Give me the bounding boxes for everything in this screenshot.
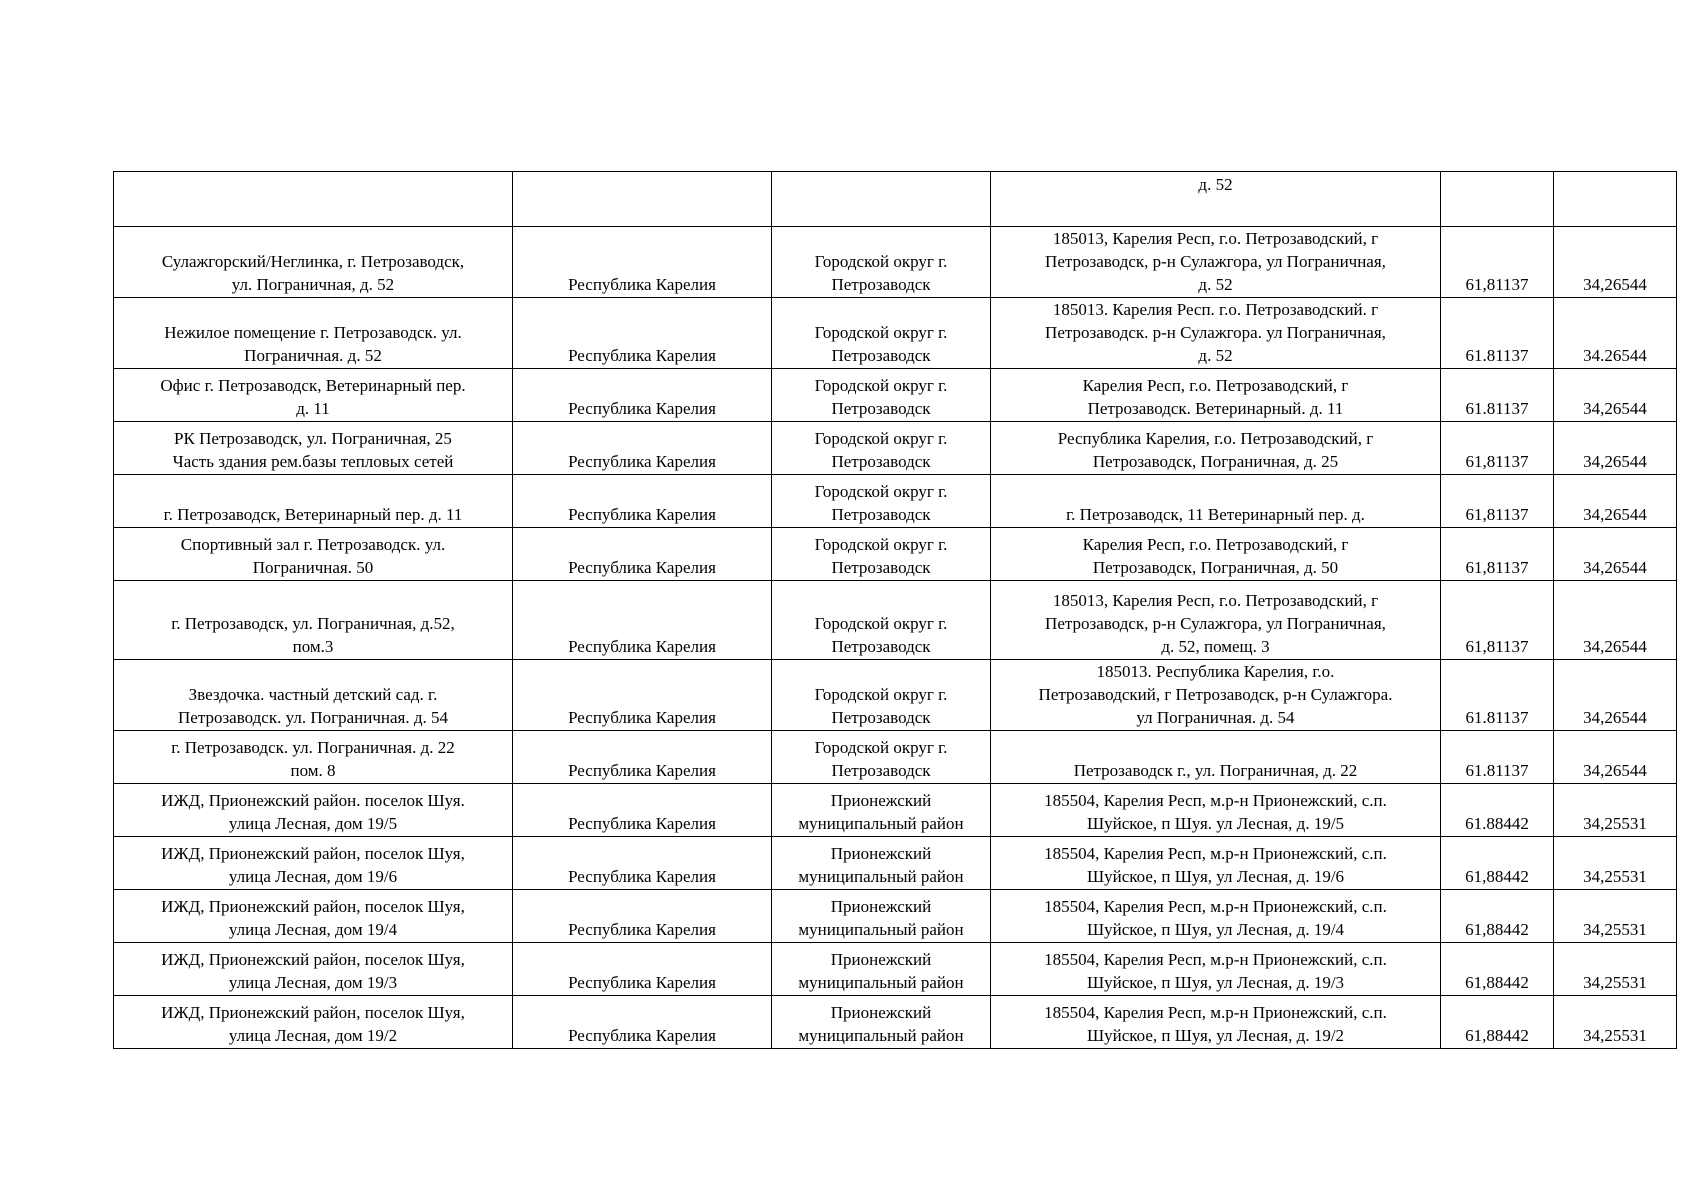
name-line: ИЖД, Прионежский район, поселок Шуя, xyxy=(161,1003,465,1022)
table-row xyxy=(114,298,1677,369)
municipality-line: муниципальный район xyxy=(798,1026,964,1045)
latitude-cell: 61,81137 xyxy=(1441,528,1554,581)
name-cell xyxy=(114,422,513,475)
municipality-cell xyxy=(772,172,991,227)
table-row xyxy=(114,660,1677,731)
name-cell xyxy=(114,475,513,528)
municipality-cell xyxy=(772,298,991,369)
address-cell xyxy=(991,660,1441,731)
municipality-line: Петрозаводск xyxy=(831,708,931,727)
name-cell xyxy=(114,890,513,943)
name-line: Сулажгорский/Неглинка, г. Петрозаводск, xyxy=(161,252,465,271)
name-line: Спортивный зал г. Петрозаводск. ул. xyxy=(180,535,446,554)
address-cell xyxy=(991,172,1441,227)
table-row xyxy=(114,581,1677,660)
table-row xyxy=(114,475,1677,528)
municipality-cell xyxy=(772,227,991,298)
municipality-cell xyxy=(772,528,991,581)
table-row xyxy=(114,528,1677,581)
address-line: Петрозаводск, Пограничная, д. 25 xyxy=(1092,452,1339,471)
region-cell: Республика Карелия xyxy=(513,784,772,837)
name-line: г. Петрозаводск, ул. Пограничная, д.52, xyxy=(171,614,455,633)
name-line: улица Лесная, дом 19/2 xyxy=(228,1026,398,1045)
region-cell: Республика Карелия xyxy=(513,731,772,784)
address-line: Шуйское, п Шуя, ул Лесная, д. 19/6 xyxy=(1086,867,1345,886)
name-cell xyxy=(114,943,513,996)
name-cell xyxy=(114,731,513,784)
municipality-line: муниципальный район xyxy=(798,814,964,833)
continuation-row xyxy=(114,172,1677,227)
longitude-cell: 34.26544 xyxy=(1554,298,1677,369)
table-row xyxy=(114,369,1677,422)
name-line: пом. 8 xyxy=(290,761,336,780)
name-line: Офис г. Петрозаводск, Ветеринарный пер. xyxy=(160,376,466,395)
address-line: 185504, Карелия Респ, м.р-н Прионежский, с.п. xyxy=(1044,950,1387,969)
municipality-line: Прионежский xyxy=(830,844,932,863)
municipality-line: Городской округ г. xyxy=(814,429,948,448)
address-cell xyxy=(991,890,1441,943)
address-line: Петрозаводск, Пограничная, д. 50 xyxy=(1092,558,1339,577)
longitude-cell: 34,25531 xyxy=(1554,784,1677,837)
longitude-cell xyxy=(1554,172,1677,227)
address-line: Шуйское, п Шуя, ул Лесная, д. 19/4 xyxy=(1086,920,1345,939)
address-line: г. Петрозаводск, 11 Ветеринарный пер. д. xyxy=(1066,505,1365,524)
municipality-line: Городской округ г. xyxy=(814,685,948,704)
name-cell xyxy=(114,369,513,422)
address-cell xyxy=(991,581,1441,660)
address-cell xyxy=(991,837,1441,890)
name-cell xyxy=(114,227,513,298)
name-cell xyxy=(114,837,513,890)
latitude-cell: 61,81137 xyxy=(1441,227,1554,298)
address-line: д. 52 xyxy=(1198,175,1233,194)
latitude-cell: 61,88442 xyxy=(1441,837,1554,890)
municipality-line: Прионежский xyxy=(830,1003,932,1022)
name-line: улица Лесная, дом 19/6 xyxy=(228,867,398,886)
address-line: ул Пограничная. д. 54 xyxy=(1136,708,1295,727)
longitude-cell: 34,26544 xyxy=(1554,475,1677,528)
table-row xyxy=(114,996,1677,1049)
address-line: 185013, Карелия Респ, г.о. Петрозаводский, г xyxy=(1052,229,1379,248)
municipality-cell xyxy=(772,475,991,528)
municipality-line: Городской округ г. xyxy=(814,323,948,342)
name-line: ИЖД, Прионежский район. поселок Шуя. xyxy=(161,791,465,810)
address-line: 185504, Карелия Респ, м.р-н Прионежский, с.п. xyxy=(1044,1003,1387,1022)
address-line: Шуйское, п Шуя. ул Лесная, д. 19/5 xyxy=(1086,814,1345,833)
latitude-cell: 61,81137 xyxy=(1441,581,1554,660)
address-cell xyxy=(991,996,1441,1049)
municipality-line: Петрозаводск xyxy=(831,275,931,294)
address-line: Карелия Респ, г.о. Петрозаводский, г xyxy=(1082,376,1349,395)
latitude-cell: 61,81137 xyxy=(1441,422,1554,475)
address-cell xyxy=(991,475,1441,528)
latitude-cell: 61,88442 xyxy=(1441,943,1554,996)
address-line: 185013. Карелия Респ. г.о. Петрозаводский. г xyxy=(1052,300,1379,319)
longitude-cell: 34,26544 xyxy=(1554,528,1677,581)
table-row xyxy=(114,227,1677,298)
region-cell: Республика Карелия xyxy=(513,422,772,475)
municipality-line: Прионежский xyxy=(830,950,932,969)
region-cell xyxy=(513,172,772,227)
address-cell xyxy=(991,227,1441,298)
municipality-cell xyxy=(772,943,991,996)
region-cell: Республика Карелия xyxy=(513,837,772,890)
address-line: 185504, Карелия Респ, м.р-н Прионежский, с.п. xyxy=(1044,897,1387,916)
name-cell xyxy=(114,660,513,731)
longitude-cell: 34,26544 xyxy=(1554,369,1677,422)
longitude-cell: 34,25531 xyxy=(1554,996,1677,1049)
region-cell: Республика Карелия xyxy=(513,369,772,422)
municipality-line: Прионежский xyxy=(830,897,932,916)
address-cell xyxy=(991,784,1441,837)
table-row xyxy=(114,731,1677,784)
address-line: д. 52 xyxy=(1198,275,1233,294)
name-line: пом.3 xyxy=(292,637,334,656)
name-line: д. 11 xyxy=(296,399,330,418)
region-cell: Республика Карелия xyxy=(513,943,772,996)
table-row xyxy=(114,943,1677,996)
address-cell xyxy=(991,528,1441,581)
name-line: Нежилое помещение г. Петрозаводск. ул. xyxy=(164,323,462,342)
municipality-line: Городской округ г. xyxy=(814,482,948,501)
longitude-cell: 34,26544 xyxy=(1554,660,1677,731)
address-line: Петрозаводск. Ветеринарный. д. 11 xyxy=(1087,399,1344,418)
municipality-cell xyxy=(772,996,991,1049)
municipality-line: муниципальный район xyxy=(798,867,964,886)
table-body xyxy=(114,172,1677,1049)
name-line: ИЖД, Прионежский район, поселок Шуя, xyxy=(161,897,465,916)
table-row xyxy=(114,422,1677,475)
municipality-line: Городской округ г. xyxy=(814,738,948,757)
municipality-line: Петрозаводск xyxy=(831,637,931,656)
address-line: д. 52 xyxy=(1198,346,1233,365)
address-line: Шуйское, п Шуя, ул Лесная, д. 19/2 xyxy=(1086,1026,1345,1045)
region-cell: Республика Карелия xyxy=(513,890,772,943)
address-line: Шуйское, п Шуя, ул Лесная, д. 19/3 xyxy=(1086,973,1345,992)
municipality-cell xyxy=(772,731,991,784)
name-line: Часть здания рем.базы тепловых сетей xyxy=(172,452,454,471)
municipality-cell xyxy=(772,890,991,943)
address-cell xyxy=(991,298,1441,369)
longitude-cell: 34,26544 xyxy=(1554,227,1677,298)
name-cell xyxy=(114,996,513,1049)
municipality-line: Петрозаводск xyxy=(831,558,931,577)
municipality-line: Городской округ г. xyxy=(814,535,948,554)
municipality-line: Прионежский xyxy=(830,791,932,810)
municipality-line: муниципальный район xyxy=(798,920,964,939)
name-line: РК Петрозаводск, ул. Пограничная, 25 xyxy=(174,429,452,448)
objects-table xyxy=(113,171,1677,1049)
region-cell: Республика Карелия xyxy=(513,660,772,731)
municipality-cell xyxy=(772,837,991,890)
address-line: Республика Карелия, г.о. Петрозаводский, г xyxy=(1057,429,1374,448)
name-line: ул. Пограничная, д. 52 xyxy=(231,275,395,294)
longitude-cell: 34,25531 xyxy=(1554,890,1677,943)
address-cell xyxy=(991,422,1441,475)
region-cell: Республика Карелия xyxy=(513,528,772,581)
name-cell xyxy=(114,581,513,660)
name-cell xyxy=(114,298,513,369)
longitude-cell: 34,26544 xyxy=(1554,731,1677,784)
address-line: д. 52, помещ. 3 xyxy=(1161,637,1270,656)
municipality-cell xyxy=(772,422,991,475)
name-cell xyxy=(114,528,513,581)
address-line: Петрозаводск г., ул. Пограничная, д. 22 xyxy=(1073,761,1358,780)
address-line: 185013, Карелия Респ, г.о. Петрозаводский, г xyxy=(1052,591,1379,610)
address-line: Петрозаводск, р-н Сулажгора, ул Пограничная, xyxy=(1045,252,1386,271)
municipality-line: Петрозаводск xyxy=(831,505,931,524)
address-cell xyxy=(991,943,1441,996)
municipality-cell xyxy=(772,581,991,660)
latitude-cell xyxy=(1441,172,1554,227)
address-cell xyxy=(991,369,1441,422)
name-line: Петрозаводск. ул. Пограничная. д. 54 xyxy=(178,708,448,727)
region-cell: Республика Карелия xyxy=(513,581,772,660)
name-line: ИЖД, Прионежский район, поселок Шуя, xyxy=(161,844,465,863)
name-line: Пограничная. 50 xyxy=(252,558,374,577)
municipality-line: Городской округ г. xyxy=(814,376,948,395)
name-cell xyxy=(114,784,513,837)
name-line: г. Петрозаводск. ул. Пограничная. д. 22 xyxy=(171,738,455,757)
address-line: 185013. Республика Карелия, г.о. xyxy=(1096,662,1335,681)
municipality-line: Петрозаводск xyxy=(831,452,931,471)
region-cell: Республика Карелия xyxy=(513,298,772,369)
municipality-cell xyxy=(772,784,991,837)
name-line: улица Лесная, дом 19/3 xyxy=(228,973,398,992)
name-cell xyxy=(114,172,513,227)
municipality-cell xyxy=(772,660,991,731)
name-line: Звездочка. частный детский сад. г. xyxy=(188,685,438,704)
municipality-line: Петрозаводск xyxy=(831,346,931,365)
name-line: улица Лесная, дом 19/4 xyxy=(228,920,398,939)
region-cell: Республика Карелия xyxy=(513,996,772,1049)
region-cell: Республика Карелия xyxy=(513,475,772,528)
municipality-cell xyxy=(772,369,991,422)
address-line: Петрозаводск. р-н Сулажгора. ул Пограничная, xyxy=(1045,323,1386,342)
longitude-cell: 34,25531 xyxy=(1554,837,1677,890)
name-line: ИЖД, Прионежский район, поселок Шуя, xyxy=(161,950,465,969)
municipality-line: Городской округ г. xyxy=(814,252,948,271)
region-cell: Республика Карелия xyxy=(513,227,772,298)
address-line: Карелия Респ, г.о. Петрозаводский, г xyxy=(1082,535,1349,554)
name-line: улица Лесная, дом 19/5 xyxy=(228,814,398,833)
latitude-cell: 61,81137 xyxy=(1441,475,1554,528)
latitude-cell: 61.81137 xyxy=(1441,660,1554,731)
name-line: г. Петрозаводск, Ветеринарный пер. д. 11 xyxy=(163,505,463,524)
address-line: 185504, Карелия Респ, м.р-н Прионежский, с.п. xyxy=(1044,844,1387,863)
table-row xyxy=(114,784,1677,837)
name-line: Пограничная. д. 52 xyxy=(244,346,382,365)
latitude-cell: 61,88442 xyxy=(1441,996,1554,1049)
latitude-cell: 61,88442 xyxy=(1441,890,1554,943)
latitude-cell: 61.81137 xyxy=(1441,369,1554,422)
municipality-line: Петрозаводск xyxy=(831,399,931,418)
address-line: Петрозаводск, р-н Сулажгора, ул Пограничная, xyxy=(1045,614,1386,633)
address-line: 185504, Карелия Респ, м.р-н Прионежский, с.п. xyxy=(1044,791,1387,810)
address-cell xyxy=(991,731,1441,784)
municipality-line: Петрозаводск xyxy=(831,761,931,780)
municipality-line: Городской округ г. xyxy=(814,614,948,633)
longitude-cell: 34,26544 xyxy=(1554,581,1677,660)
table-row xyxy=(114,890,1677,943)
table-row xyxy=(114,837,1677,890)
latitude-cell: 61.81137 xyxy=(1441,298,1554,369)
longitude-cell: 34,26544 xyxy=(1554,422,1677,475)
latitude-cell: 61.88442 xyxy=(1441,784,1554,837)
municipality-line: муниципальный район xyxy=(798,973,964,992)
latitude-cell: 61.81137 xyxy=(1441,731,1554,784)
longitude-cell: 34,25531 xyxy=(1554,943,1677,996)
address-line: Петрозаводский, г Петрозаводск, р-н Сулажгора. xyxy=(1038,685,1393,704)
